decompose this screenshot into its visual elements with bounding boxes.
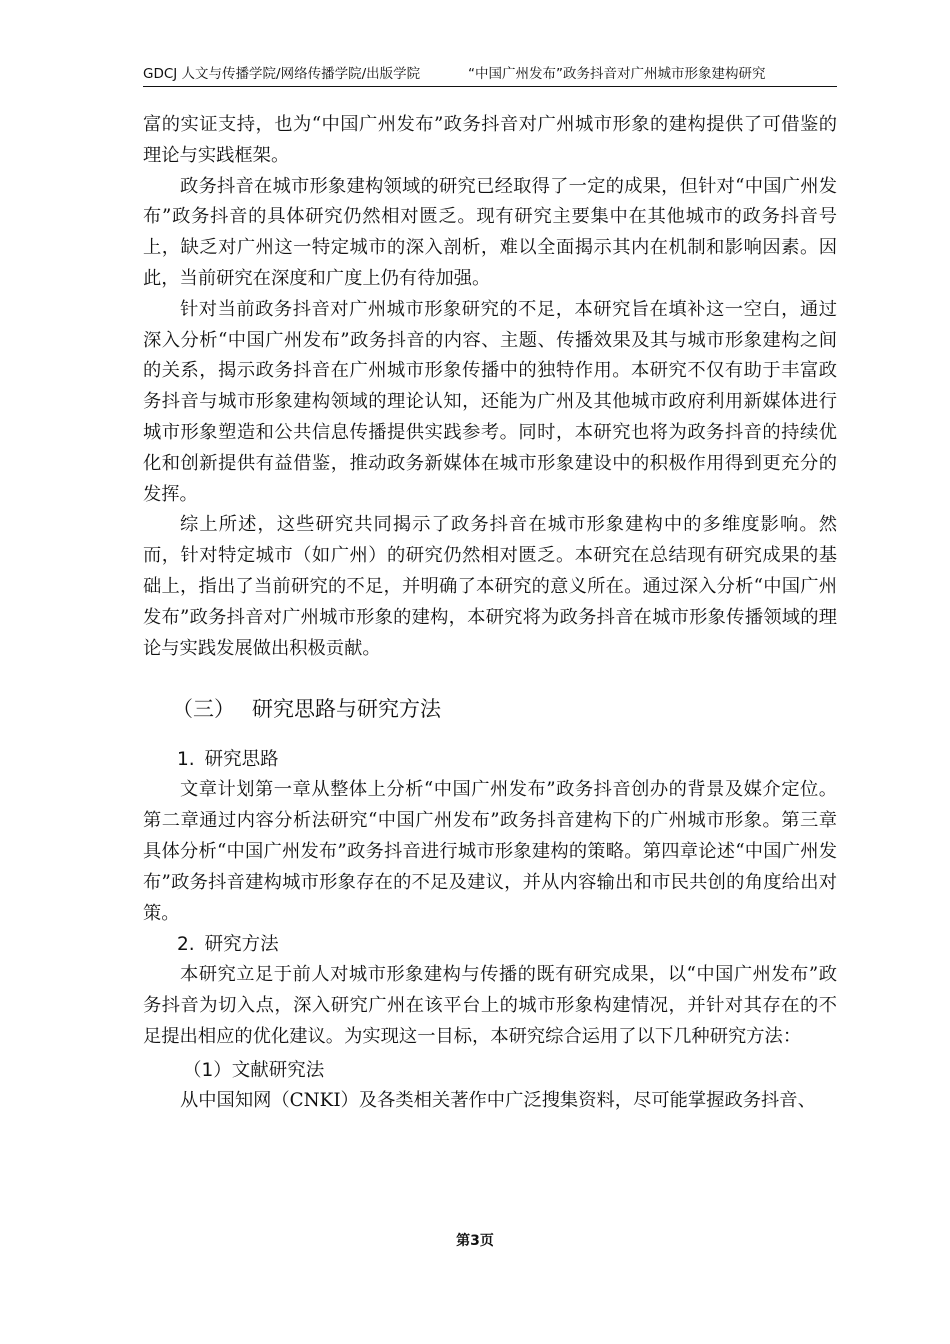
subsection-number: 1. — [177, 749, 195, 771]
section-number: （三） — [172, 697, 235, 722]
subsection-title: 研究方法 — [204, 934, 279, 956]
paragraph: 文章计划第一章从整体上分析“中国广州发布”政务抖音创办的背景及媒介定位。第二章通过内容分析法研究“中国广州发布”政务抖音建构下的广州城市形象。第三章具体分析“中国广州发布”政务抖音进行城市形象建构的策略。第四章论述“中国广州发布”政务抖音建构城市形象存在的不足及建议，并从内容输出和市民共创的角度给出对策。 — [143, 779, 837, 924]
page-number: 第3页 — [456, 1233, 494, 1249]
subsection-title: 研究思路 — [204, 749, 279, 771]
paragraph: 从中国知网（CNKI）及各类相关著作中广泛搜集资料，尽可能掌握政务抖音、 — [180, 1089, 816, 1111]
header-institution: GDCJ 人文与传播学院/网络传播学院/出版学院 — [143, 66, 421, 82]
subsection-number: 2. — [177, 934, 195, 956]
paragraph: 针对当前政务抖音对广州城市形象研究的不足，本研究旨在填补这一空白，通过深入分析“中国广州发布”政务抖音的内容、主题、传播效果及其与城市形象建构之间的关系，揭示政务抖音在广州城市形象传播中的独特作用。本研究不仅有助于丰富政务抖音与城市形象建构领域的理论认知，还能为广州及其他城市政府利用新媒体进行城市形象塑造和公共信息传播提供实践参考。同时，本研究也将为政务抖音的持续优化和创新提供有益借鉴，推动政务新媒体在城市形象建设中的积极作用得到更充分的发挥。 — [143, 298, 837, 505]
subsection-heading — [177, 744, 837, 775]
subsection-heading — [177, 929, 837, 960]
paragraph: 本研究立足于前人对城市形象建构与传播的既有研究成果，以“中国广州发布”政务抖音为切入点，深入研究广州在该平台上的城市形象构建情况，并针对其存在的不足提出相应的优化建议。为实现这一目标，本研究综合运用了以下几种研究方法： — [143, 964, 837, 1047]
section-heading — [172, 694, 837, 724]
header-paper-title: “中国广州发布”政务抖音对广州城市形象建构研究 — [468, 66, 766, 82]
method-heading: （1）文献研究法 — [183, 1059, 325, 1081]
paragraph-continued: 富的实证支持，也为“中国广州发布”政务抖音对广州城市形象的建构提供了可借鉴的理论与实践框架。 — [143, 114, 837, 166]
paragraph: 综上所述，这些研究共同揭示了政务抖音在城市形象建构中的多维度影响。然而，针对特定城市（如广州）的研究仍然相对匮乏。本研究在总结现有研究成果的基础上，指出了当前研究的不足，并明确了本研究的意义所在。通过深入分析“中国广州发布”政务抖音对广州城市形象的建构，本研究将为政务抖音在城市形象传播领域的理论与实践发展做出积极贡献。 — [143, 514, 837, 659]
page-header — [143, 62, 837, 87]
paragraph: 政务抖音在城市形象建构领域的研究已经取得了一定的成果，但针对“中国广州发布”政务抖音的具体研究仍然相对匮乏。现有研究主要集中在其他城市的政务抖音号上，缺乏对广州这一特定城市的深入剖析，难以全面揭示其内在机制和影响因素。因此，当前研究在深度和广度上仍有待加强。 — [143, 175, 837, 289]
page-body — [143, 110, 837, 1117]
section-title: 研究思路与研究方法 — [252, 697, 441, 722]
